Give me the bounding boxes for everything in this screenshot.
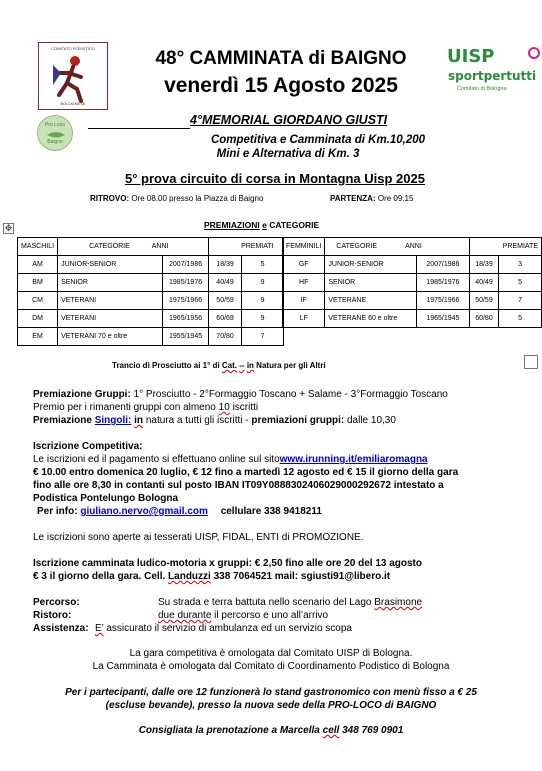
- assistenza-text: assicurato il servizio di ambulanza ed un servizio scopa: [106, 623, 352, 634]
- table-cell: SENIOR: [58, 274, 163, 292]
- assistenza-line: [33, 622, 352, 635]
- iscrizione-line-3: fino alle ore 8,30 in contanti sul posto IBAN IT09Y0888302406029000292672 intestato a: [33, 480, 444, 491]
- table-cell: 1975/1966: [163, 292, 209, 310]
- table-header-cell: [469, 238, 541, 256]
- table-cell: 2007/1986: [417, 256, 470, 274]
- ludico-landuzzi: Landuzzi: [168, 571, 211, 582]
- partenza-line: [330, 194, 413, 203]
- table-cell: JUNIOR-SENIOR: [58, 256, 163, 274]
- table-row: [283, 256, 542, 274]
- table-row: [283, 292, 542, 310]
- table-cell: 50/59: [469, 292, 499, 310]
- table-cell: 5: [499, 310, 542, 328]
- ritrovo-label: RITROVO:: [90, 194, 130, 203]
- ludico-contatti: 338 7064521 mail: sgiusti91@libero.it: [213, 571, 391, 582]
- table-cell: 40/49: [209, 274, 242, 292]
- anni-header: ANNI: [151, 243, 169, 250]
- info-phone: cellulare 338 9418211: [220, 506, 322, 517]
- premiazioni-categorie: CATEGORIE: [269, 220, 320, 230]
- table-cell: 1985/1976: [417, 274, 470, 292]
- uisp-75-icon: [527, 46, 541, 60]
- table-row: [283, 274, 542, 292]
- comitato-podistico-logo: [38, 42, 108, 110]
- table-cell: 2007/1986: [163, 256, 209, 274]
- assistenza-label: Assistenza:: [33, 623, 89, 634]
- table-row: [18, 274, 284, 292]
- ritrovo-value: Ore 08.00 presso la Piazza di Baigno: [131, 194, 264, 203]
- ristoro-text: il percorso e uno all’arrivo: [214, 610, 329, 621]
- gruppi-iscritti: iscritti: [232, 402, 259, 413]
- iscrizione-line-1: [33, 453, 428, 466]
- logo-left-bottom-text: BOLOGNESE: [60, 101, 86, 106]
- table-cell: 70/80: [209, 328, 242, 346]
- categorie-header: CATEGORIE: [89, 243, 130, 250]
- table-cell: VETERANE: [325, 292, 417, 310]
- table-cell: 50/59: [209, 292, 242, 310]
- anni-header: ANNI: [405, 243, 422, 250]
- table-cell: 1965/1945: [417, 310, 470, 328]
- partenza-label: PARTENZA:: [330, 194, 376, 203]
- table-header-row: [283, 238, 542, 256]
- table-cell: 60/69: [209, 310, 242, 328]
- singoli-in: in: [134, 415, 144, 426]
- pro-loco-top-text: Pro Loco: [44, 122, 65, 128]
- iscrizione-online-text: Le iscrizioni ed il pagamento si effettuano online sul sito: [33, 454, 280, 465]
- ristoro-line: [33, 609, 328, 622]
- omologazione-line-1: La gara competitiva è omologata dal Comitato UISP di Bologna.: [129, 648, 413, 659]
- premiazioni-word: PREMIAZIONI: [204, 220, 260, 230]
- iscrizione-title: Iscrizione Competitiva:: [33, 441, 143, 452]
- table-cell: 18/39: [209, 256, 242, 274]
- info-label: Per info:: [37, 506, 78, 517]
- uisp-comitato-text: Comitato di Bologna: [457, 86, 507, 92]
- premiazioni-gruppi-label: premiazioni gruppi:: [251, 415, 345, 426]
- table-header-cell: [209, 238, 284, 256]
- percorso-line: [33, 596, 422, 609]
- trancio-in: in: [246, 361, 254, 370]
- table-cell: 18/39: [469, 256, 499, 274]
- table-cell: 5: [499, 274, 542, 292]
- categorie-header: CATEGORIE: [336, 243, 378, 250]
- pro-loco-bottom-text: Baigno: [47, 139, 63, 145]
- table-cell: SENIOR: [325, 274, 417, 292]
- move-handle-icon[interactable]: ✥: [4, 223, 13, 233]
- table-header-cell: [58, 238, 209, 256]
- uisp-logo: [447, 46, 537, 101]
- gruppi-line-1: [33, 388, 448, 401]
- ludico-prezzo: € 3 il giorno della gara. Cell.: [33, 571, 166, 582]
- irunning-link[interactable]: www.irunning.it/emiliaromagna: [279, 454, 428, 465]
- table-cell: 1985/1976: [163, 274, 209, 292]
- premiazione-label: Premiazione: [33, 415, 92, 426]
- footer-line-2: (escluse bevande), presso la nuova sede della PRO-LOCO di BAIGNO: [105, 700, 437, 711]
- table-cell: VETERANI 70 e oltre: [58, 328, 163, 346]
- header-rule: [88, 128, 190, 129]
- table-cell: HF: [283, 274, 325, 292]
- iscrizione-line-2: € 10.00 entro domenica 20 luglio, € 12 fino a martedì 12 agosto ed € 15 il giorno della gara: [33, 467, 459, 478]
- trancio-cat: Cat.: [221, 361, 238, 370]
- uisp-sport-word: sportpertutti: [448, 69, 537, 83]
- table-header-cell: FEMMINILI: [283, 238, 325, 256]
- trancio-text-e: Natura per gli Altri: [256, 361, 326, 370]
- table-cell: LF: [283, 310, 325, 328]
- table-femminili: [282, 237, 542, 328]
- footer-line-1: Per i partecipanti, dalle ore 12 funzionerà lo stand gastronomico con menù fisso a € 25: [65, 687, 477, 698]
- table-cell: 1975/1966: [417, 292, 470, 310]
- omologazione-line-2: La Camminata è omologata dal Comitato di Coordinamento Podistico di Bologna: [92, 661, 450, 672]
- subtitle-mini: Mini e Alternativa di Km. 3: [216, 148, 360, 160]
- trancio-text-a: Trancio di Prosciutto ai 1° di: [112, 361, 220, 370]
- gruppi-line-3: [33, 414, 396, 427]
- table-cell: VETERANI: [58, 292, 163, 310]
- gruppi-dieci: 10: [218, 402, 230, 413]
- subtitle-competitiva: Competitiva e Camminata di Km.10,200: [210, 134, 426, 146]
- premiazioni-gruppi-time: dalle 10,30: [346, 415, 396, 426]
- table-row: [18, 328, 284, 346]
- ristoro-label: Ristoro:: [33, 610, 72, 621]
- iscrizione-line-4: Podistica Pontelungo Bologna: [33, 493, 178, 504]
- partenza-value: Ore 09.15: [377, 194, 414, 203]
- table-cell: 40/49: [469, 274, 499, 292]
- event-title: 48° CAMMINATA di BAIGNO: [155, 48, 407, 69]
- table-cell: AM: [18, 256, 58, 274]
- premiazioni-title: [204, 220, 319, 230]
- singoli-label: Singoli:: [94, 415, 132, 426]
- premiati-header: PREMIATI: [241, 243, 274, 250]
- table-row: [283, 310, 542, 328]
- circuit-prova: [100, 171, 450, 186]
- table-cell: 3: [499, 256, 542, 274]
- table-cell: IF: [283, 292, 325, 310]
- table-cell: GF: [283, 256, 325, 274]
- info-email-link[interactable]: giuliano.nervo@gmail.com: [80, 506, 208, 517]
- prenotazione-cell: cell: [322, 725, 340, 736]
- logo-left-top-text: COMITATO PODISTICO: [51, 46, 95, 51]
- table-cell: 7: [499, 292, 542, 310]
- table-maschili: [17, 237, 284, 346]
- ludico-line-1: Iscrizione camminata ludico-motoria x gruppi: € 2,50 fino alle ore 20 del 13 agosto: [33, 558, 422, 569]
- ristoro-due: due durante: [158, 610, 212, 621]
- table-cell: VETERANE 60 e oltre: [325, 310, 417, 328]
- trancio-dashes: --: [239, 361, 245, 370]
- table-header-cell: MASCHILI: [18, 238, 58, 256]
- table-cell: 1955/1945: [163, 328, 209, 346]
- table-row: [18, 310, 284, 328]
- table-header-row: [18, 238, 284, 256]
- percorso-label: Percorso:: [33, 597, 80, 608]
- tesserati-line: Le iscrizioni sono aperte ai tesserati UISP, FIDAL, ENTI di PROMOZIONE.: [33, 532, 364, 543]
- premiate-header: PREMIATE: [502, 243, 538, 250]
- ritrovo-line: [90, 194, 263, 203]
- gruppi-prizes: 1° Prosciutto - 2°Formaggio Toscano + Salame - 3°Formaggio Toscano: [133, 389, 448, 400]
- prenotazione-text: Consigliata la prenotazione a Marcella: [138, 725, 320, 736]
- table-cell: 7: [242, 328, 284, 346]
- singoli-text: natura a tutti gli iscritti -: [145, 415, 249, 426]
- event-date: venerdì 15 Agosto 2025: [164, 74, 398, 97]
- table-cell: 5: [242, 256, 284, 274]
- table-cell: JUNIOR-SENIOR: [325, 256, 417, 274]
- table-cell: 1965/1956: [163, 310, 209, 328]
- table-cell: 60/80: [469, 310, 499, 328]
- ludico-line-2: [33, 570, 390, 583]
- info-line: [37, 505, 322, 518]
- table-cell: 9: [242, 274, 284, 292]
- memorial-title: 4°MEMORIAL GIORDANO GIUSTI: [190, 113, 388, 127]
- table-cell: 9: [242, 310, 284, 328]
- table-cell: CM: [18, 292, 58, 310]
- pro-loco-logo: [37, 115, 73, 151]
- trancio-line: [112, 361, 326, 370]
- handshake-icon: [38, 116, 74, 152]
- table-cell: 9: [242, 292, 284, 310]
- premiazioni-and: e: [262, 220, 267, 230]
- percorso-text: Su strada e terra battuta nello scenario del Lago: [158, 597, 372, 608]
- table-row: [18, 292, 284, 310]
- table-header-cell: [325, 238, 469, 256]
- corner-checkbox[interactable]: [524, 355, 538, 369]
- gruppi-line-2: [33, 401, 258, 414]
- table-cell: DM: [18, 310, 58, 328]
- prenotazione-numero: 348 769 0901: [342, 725, 404, 736]
- footer-line-3: [0, 724, 542, 737]
- table-cell: VETERANI: [58, 310, 163, 328]
- percorso-brasimone: Brasimone: [374, 597, 423, 608]
- table-row: [18, 256, 284, 274]
- uisp-word: UISP: [447, 46, 495, 67]
- prova-text: 5° prova circuito di corsa in Montagna Uisp 2025: [125, 171, 425, 186]
- gruppi-rimanenti: Premio per i rimanenti gruppi con almeno: [33, 402, 216, 413]
- table-cell: BM: [18, 274, 58, 292]
- gruppi-label: Premiazione Gruppi:: [33, 389, 131, 400]
- table-cell: EM: [18, 328, 58, 346]
- assistenza-e: E’: [95, 623, 104, 634]
